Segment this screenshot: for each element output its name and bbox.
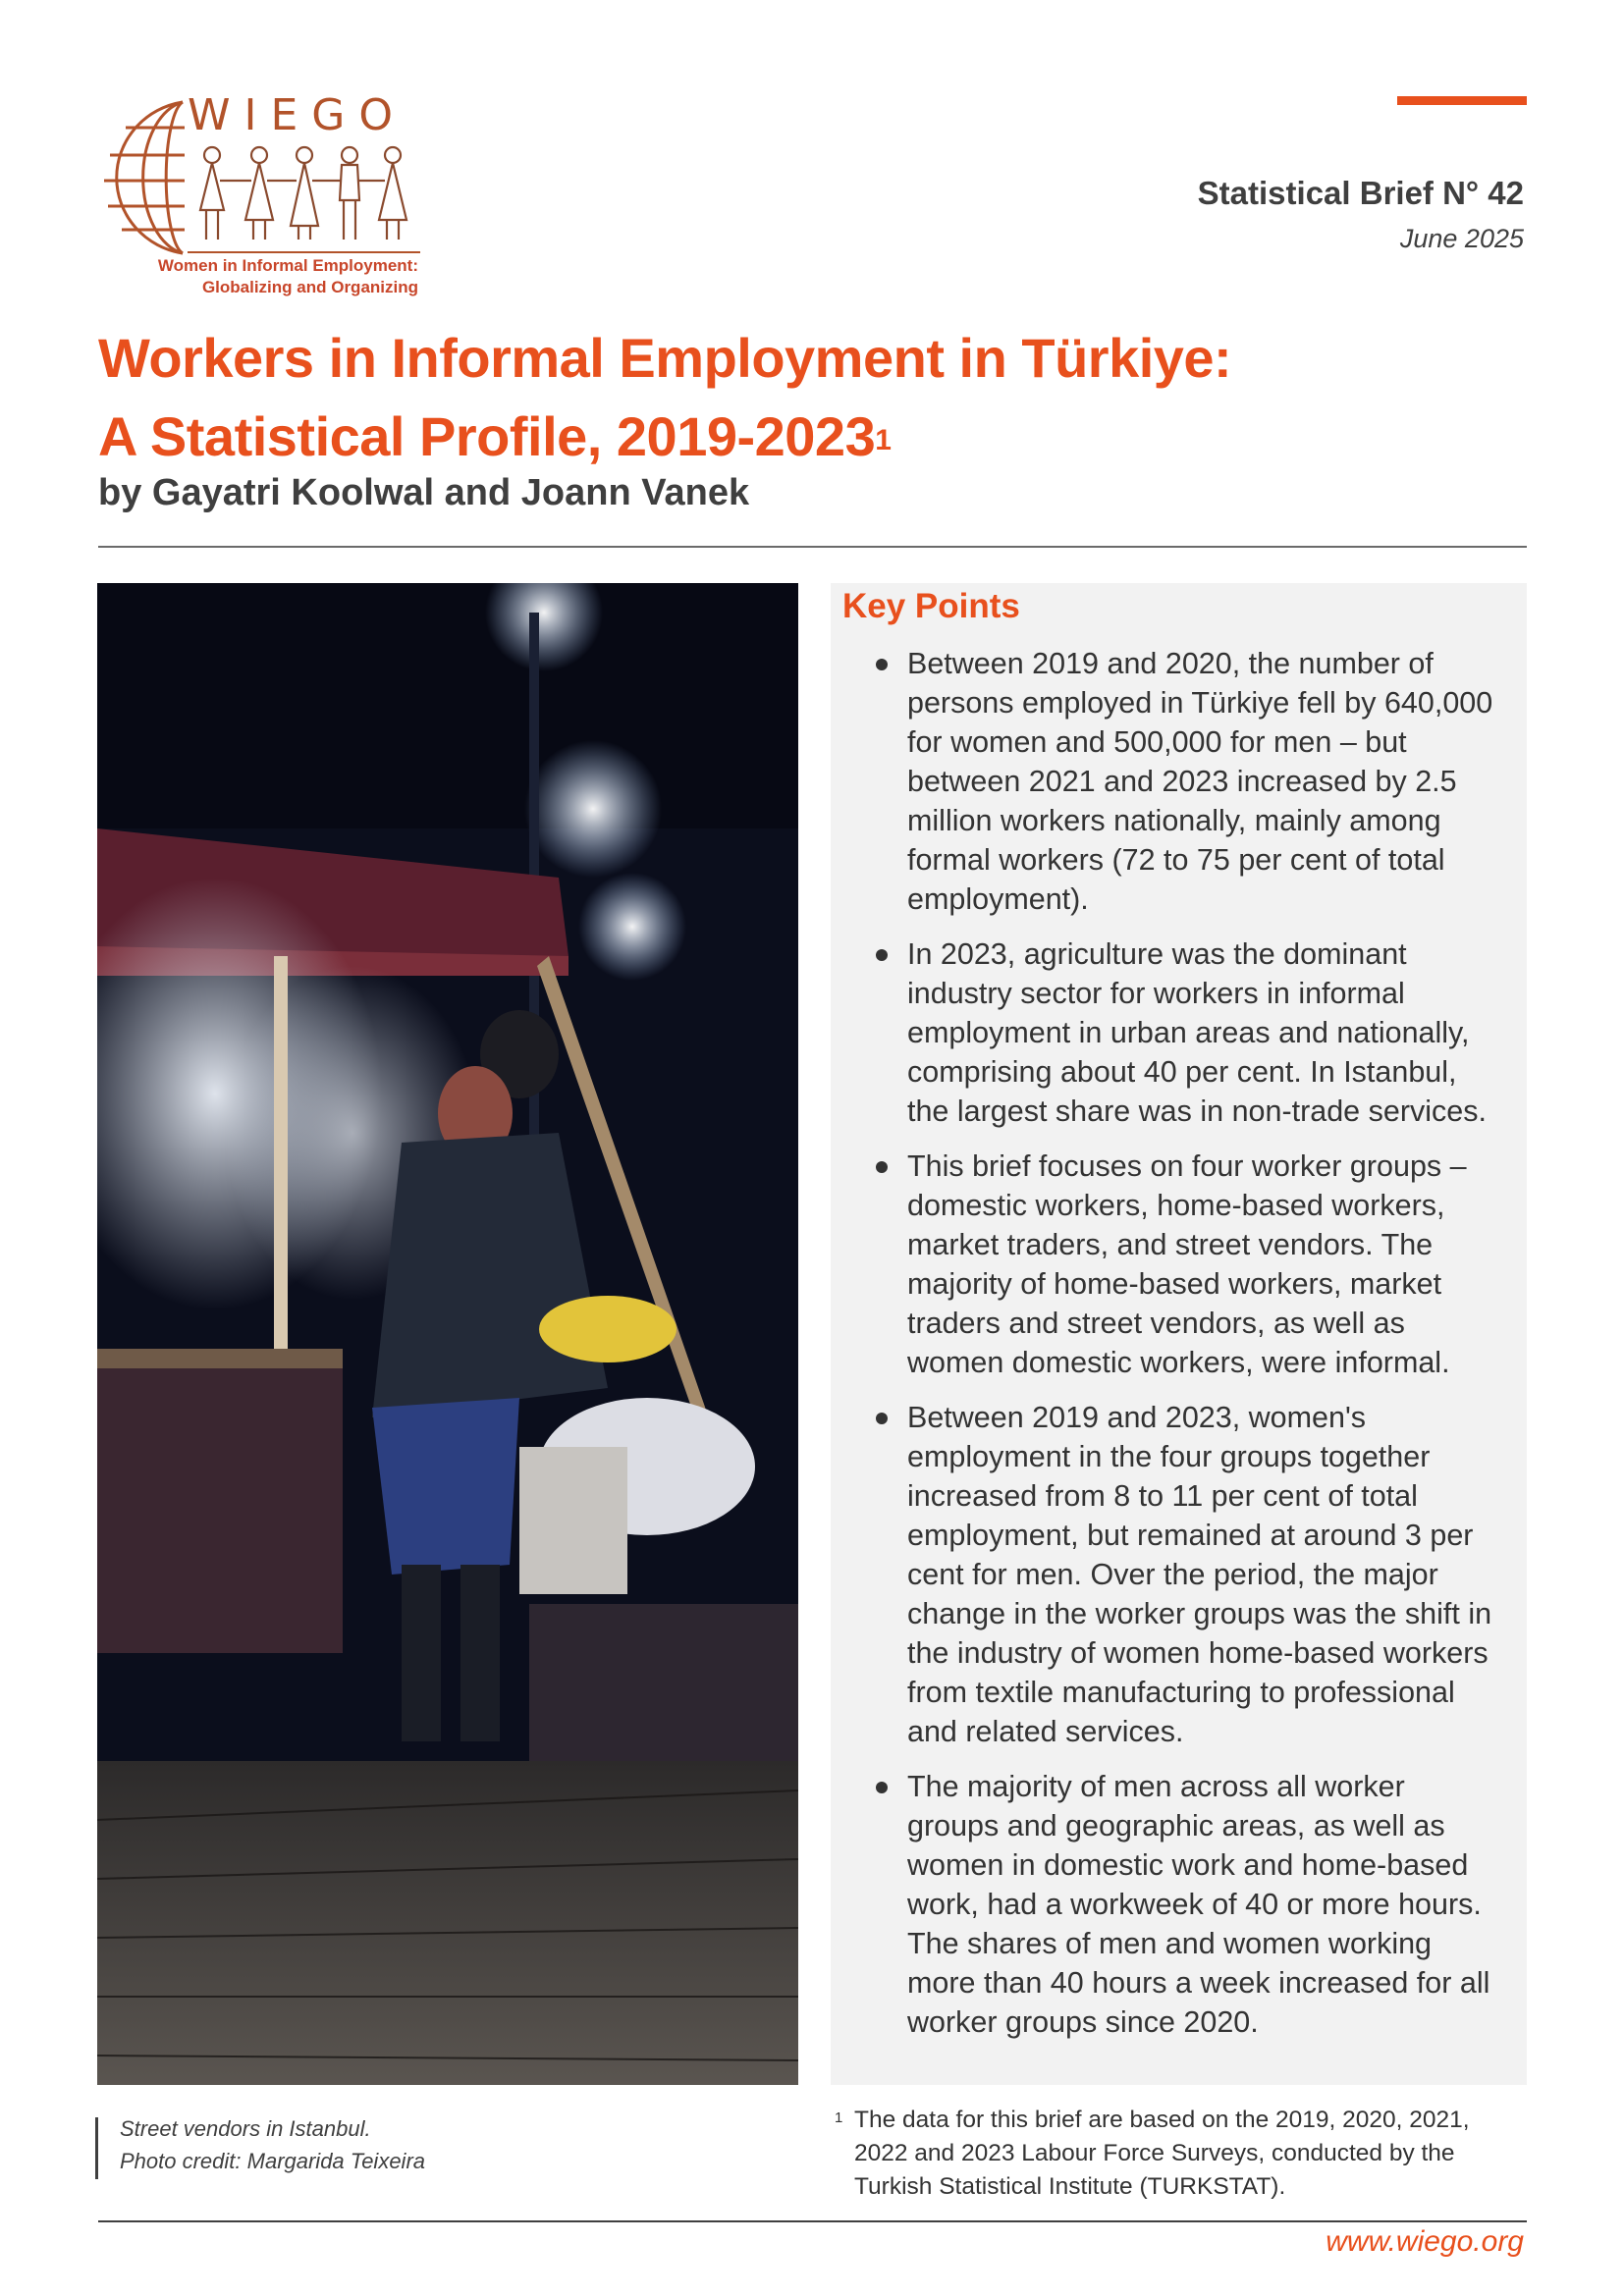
logo-tagline-line1: Women in Informal Employment: (157, 256, 418, 275)
key-point-text: Between 2019 and 2020, the number of persons employed in Türkiye fell by 640,000 for women and 500,000 for men – but between 2021 and 2023 increased by 2.5 million workers nationally, mainly among formal workers (72 to 75 per cent of total employment). (907, 647, 1493, 916)
globe-icon (96, 98, 187, 255)
footnote (831, 2104, 1527, 2204)
page-title (98, 319, 1231, 476)
publication-date: June 2025 (1399, 224, 1524, 253)
key-points-panel (831, 583, 1527, 2085)
women-figures-icon (183, 141, 418, 249)
logo-tagline-line2: Globalizing and Organizing (201, 278, 418, 296)
key-point-item (831, 644, 1527, 919)
title-footnote-mark: 1 (875, 424, 892, 456)
logo-wordmark: WIEGO (188, 90, 407, 140)
caption-bar (95, 2117, 98, 2179)
key-point-item (831, 1398, 1527, 1751)
wiego-logo (96, 90, 420, 301)
byline: by Gayatri Koolwal and Joann Vanek (98, 472, 750, 513)
key-point-text: This brief focuses on four worker groups – domestic workers, home-based workers, market traders, and street vendors. The majority of home-based workers, market traders and street vendors, as well as women domestic workers, were informal. (907, 1149, 1467, 1379)
bullet-icon (876, 1413, 888, 1424)
footer-divider (98, 2220, 1527, 2222)
caption-line-1: Street vendors in Istanbul. (120, 2116, 371, 2141)
bullet-icon (876, 1161, 888, 1173)
key-point-text: The majority of men across all worker groups and geographic areas, as well as women in domestic work and home-based work, had a workweek of 40 or more hours. The shares of men and women working more than 40 hours a week increased for all worker groups since 2020. (907, 1770, 1490, 2039)
key-point-item (831, 1767, 1527, 2042)
bullet-icon (876, 1782, 888, 1793)
caption-line-2: Photo credit: Margarida Teixeira (120, 2149, 426, 2173)
street-vendor-photo (97, 583, 798, 2085)
key-points-heading: Key Points (842, 587, 1020, 625)
title-line-2 (98, 398, 1231, 476)
key-point-text: In 2023, agriculture was the dominant industry sector for workers in informal employment in urban areas and nationally, comprising about 40 per cent. In Istanbul, the largest share was in non-trade services. (907, 937, 1487, 1128)
title-line-2-text: A Statistical Profile, 2019-2023 (98, 405, 876, 467)
brief-series-number: Statistical Brief N° 42 (1197, 175, 1524, 211)
website-link[interactable]: www.wiego.org (1326, 2225, 1524, 2258)
bullet-icon (876, 659, 888, 670)
divider (98, 546, 1527, 548)
key-points-list (831, 644, 1527, 2057)
key-point-item (831, 934, 1527, 1131)
footnote-text: The data for this brief are based on the 2019, 2020, 2021, 2022 and 2023 Labour Force Surveys, conducted by the Turkish Statistical Institute (TURKSTAT). (854, 2107, 1470, 2200)
logo-tagline (158, 255, 418, 298)
bullet-icon (876, 949, 888, 961)
key-point-text: Between 2019 and 2023, women's employment in the four groups together increased from 8 to 11 per cent of total employment, but remained at around 3 per cent for men. Over the period, the major change in the worker groups was the shift in the industry of women home-based workers from textile manufacturing to professional and related services. (907, 1401, 1492, 1748)
photo-caption (120, 2112, 425, 2177)
accent-bar (1397, 96, 1527, 105)
title-line-1: Workers in Informal Employment in Türkiye: (98, 327, 1232, 389)
footnote-mark: 1 (835, 2109, 843, 2126)
key-point-item (831, 1147, 1527, 1382)
